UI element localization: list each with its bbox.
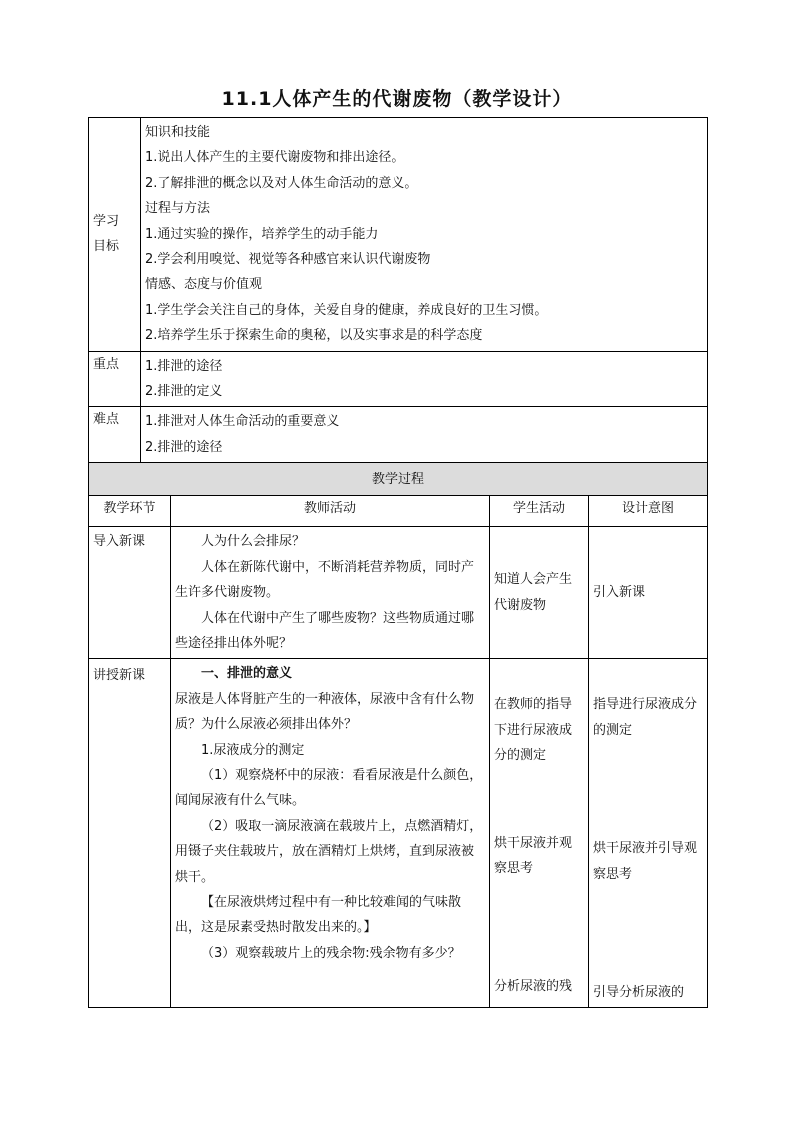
objective-line: 2.学会利用嗅觉、视觉等各种感官来认识代谢废物 bbox=[145, 252, 431, 268]
stage-cell: 讲授新课 bbox=[89, 659, 171, 1008]
design-intent-cell: 指导进行尿液成分的测定 烘干尿液并引导观察思考 引导分析尿液的 bbox=[589, 659, 708, 1008]
page-title: 11.1人体产生的代谢废物（教学设计） bbox=[221, 88, 573, 110]
teacher-activity-cell: 人为什么会排尿？ 人体在新陈代谢中，不断消耗营养物质，同时产生许多代谢废物。 人体在代谢中产生了哪些废物？这些物质通过哪些途径排出体外呢？ bbox=[171, 527, 490, 659]
objective-line: 1.通过实验的操作，培养学生的动手能力 bbox=[145, 226, 379, 242]
key-points-row bbox=[89, 351, 708, 407]
difficulties-label: 难点 bbox=[89, 407, 141, 463]
objectives-row bbox=[89, 118, 708, 352]
objective-line: 知识和技能 bbox=[145, 125, 211, 140]
objectives-label: 学习 目标 bbox=[89, 118, 141, 352]
column-header-stage: 教学环节 bbox=[89, 496, 171, 527]
difficulties-row bbox=[89, 407, 708, 463]
objective-line: 过程与方法 bbox=[145, 201, 211, 217]
student-activity-cell: 知道人会产生代谢废物 bbox=[490, 527, 589, 659]
key-points-label: 重点 bbox=[89, 351, 141, 407]
objectives-content bbox=[141, 118, 708, 352]
process-header-row bbox=[89, 463, 708, 496]
objective-line: 2.了解排泄的概念以及对人体生命活动的意义。 bbox=[145, 175, 418, 191]
column-header-teacher: 教师活动 bbox=[171, 496, 490, 527]
objective-line: 情感、态度与价值观 bbox=[145, 277, 263, 293]
lesson-plan-table bbox=[88, 117, 708, 1008]
objective-line: 1.说出人体产生的主要代谢废物和排出途径。 bbox=[145, 150, 405, 166]
stage-cell: 导入新课 bbox=[89, 527, 171, 659]
column-header-student: 学生活动 bbox=[490, 496, 589, 527]
teacher-activity-cell: 一、排泄的意义 尿液是人体肾脏产生的一种液体，尿液中含有什么物质？为什么尿液必须排出体外？ 1.尿液成分的测定 （1）观察烧杯中的尿液：看看尿液是什么颜色，闻闻尿液有什么气味。 （2）吸取一滴尿液滴在载玻片上，点燃酒精灯，用镊子夹住载玻片，放在酒精灯上烘烤，直到尿液被烘干。 【在尿液烘烤过程中有一种比较难闻的气味散出，这是尿素受热时散发出来的。】 （3）观察载玻片上的残余物:残余物有多少？ bbox=[171, 659, 490, 1008]
objective-line: 1.学生学会关注自己的身体，关爱自身的健康，养成良好的卫生习惯。 bbox=[145, 302, 548, 318]
table-row bbox=[89, 659, 708, 1008]
student-activity-cell: 在教师的指导下进行尿液成分的测定 烘干尿液并观察思考 分析尿液的残 bbox=[490, 659, 589, 1008]
objective-line: 2.培养学生乐于探索生命的奥秘，以及实事求是的科学态度 bbox=[145, 328, 483, 344]
design-intent-cell: 引入新课 bbox=[589, 527, 708, 659]
column-header-intent: 设计意图 bbox=[589, 496, 708, 527]
key-points-content: 1.排泄的途径 2.排泄的定义 bbox=[141, 351, 708, 407]
column-header-row bbox=[89, 496, 708, 527]
difficulties-content: 1.排泄对人体生命活动的重要意义 2.排泄的途径 bbox=[141, 407, 708, 463]
table-row bbox=[89, 527, 708, 659]
process-header: 教学过程 bbox=[89, 463, 708, 496]
